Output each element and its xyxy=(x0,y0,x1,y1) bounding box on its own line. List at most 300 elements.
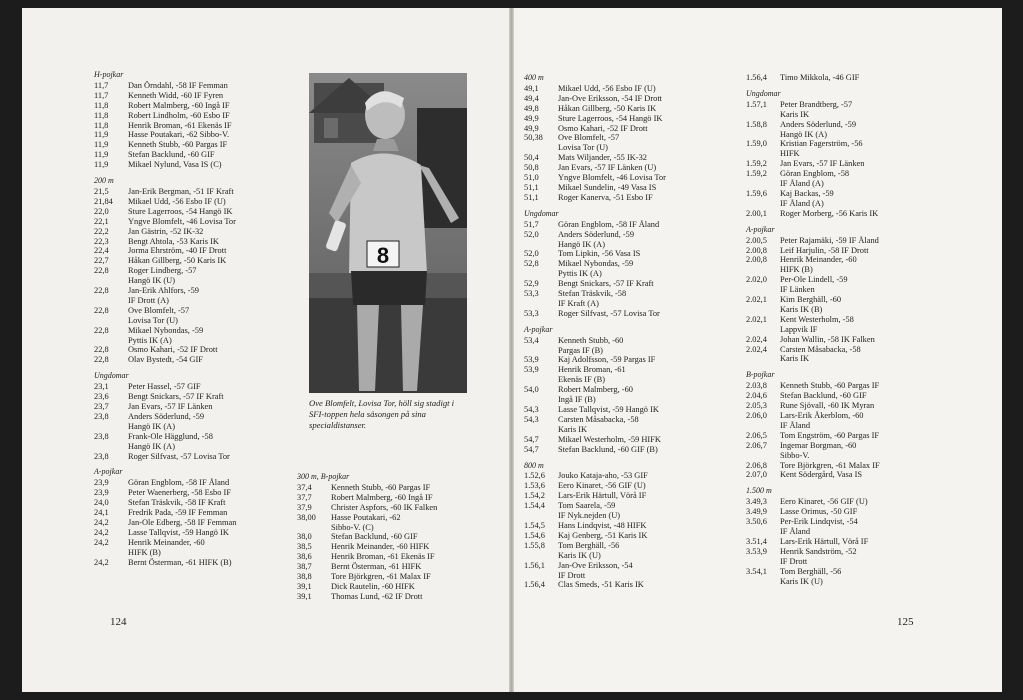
result-time: 22,3 xyxy=(94,236,109,246)
result-row xyxy=(524,183,739,193)
result-row xyxy=(746,381,966,391)
result-time: 38,6 xyxy=(297,552,312,562)
result-row xyxy=(297,542,512,552)
result-row xyxy=(94,538,309,548)
result-time: 3.49,9 xyxy=(746,507,767,517)
result-time: 22,8 xyxy=(94,286,109,296)
result-row xyxy=(746,315,966,325)
result-time: 3.53,9 xyxy=(746,546,767,556)
result-time xyxy=(746,527,780,537)
result-time xyxy=(746,577,780,587)
result-time: 49,9 xyxy=(524,123,539,133)
athlete-entry: HIFK xyxy=(780,149,800,159)
result-time: 53,3 xyxy=(524,289,539,299)
result-time xyxy=(524,375,558,385)
result-time xyxy=(94,336,128,346)
result-row xyxy=(94,336,309,346)
result-time: 21,5 xyxy=(94,186,109,196)
result-row xyxy=(524,571,739,581)
result-time: 2.02,1 xyxy=(746,295,767,305)
result-row xyxy=(524,471,739,481)
athlete-entry: Ove Blomfelt, -57 xyxy=(128,305,190,315)
result-row xyxy=(746,179,966,189)
athlete-entry: Göran Engblom, -58 IF Åland xyxy=(128,478,230,488)
athlete-entry: Karis IK (U) xyxy=(558,550,601,560)
result-row xyxy=(746,139,966,149)
section-heading: Ungdomar xyxy=(524,208,559,218)
result-row xyxy=(94,382,309,392)
section-heading: A-pojkar xyxy=(94,467,123,477)
result-time: 52,9 xyxy=(524,279,539,289)
result-row xyxy=(524,521,739,531)
result-row xyxy=(94,355,309,365)
athlete-entry: Anders Söderlund, -59 xyxy=(558,229,635,239)
result-time xyxy=(746,354,780,364)
result-time: 11,8 xyxy=(94,100,109,110)
result-time xyxy=(524,299,558,309)
athlete-entry: IF Drott (A) xyxy=(128,295,169,305)
athlete-entry: Mikael Udd, -56 Esbo IF (U) xyxy=(558,83,656,93)
result-time: 23,8 xyxy=(94,411,109,421)
result-time: 2.00,8 xyxy=(746,245,767,255)
result-time xyxy=(524,425,558,435)
athlete-entry: Carsten Måsabacka, -58 xyxy=(558,414,639,424)
result-row xyxy=(746,547,966,557)
result-row xyxy=(94,296,309,306)
result-time: 2.02,4 xyxy=(746,334,767,344)
athlete-entry: IF Drott xyxy=(780,556,808,566)
result-row xyxy=(524,230,739,240)
result-row xyxy=(524,249,739,259)
athlete-entry: Ingemar Borgman, -60 xyxy=(780,440,857,450)
result-time: 2.04,6 xyxy=(746,391,767,401)
right-page xyxy=(512,8,1002,692)
result-time xyxy=(94,422,128,432)
athlete-entry: IF Åland xyxy=(780,526,811,536)
athlete-entry: Mikael Nybondas, -59 xyxy=(128,325,204,335)
result-time xyxy=(94,296,128,306)
result-time: 38,0 xyxy=(297,532,312,542)
result-row xyxy=(94,111,309,121)
left-results-column-2 xyxy=(297,472,512,602)
result-time: 22,7 xyxy=(94,256,109,266)
result-time xyxy=(746,421,780,431)
right-results-column-2 xyxy=(746,73,966,586)
athlete-entry: Roger Silfvast, -57 Lovisa Tor xyxy=(128,451,230,461)
result-row xyxy=(94,518,309,528)
result-row xyxy=(94,316,309,326)
result-row xyxy=(524,425,739,435)
result-time: 49,1 xyxy=(524,83,539,93)
result-row xyxy=(746,441,966,451)
result-row xyxy=(524,114,739,124)
result-time xyxy=(746,285,780,295)
athlete-entry: Roger Silfvast, -57 Lovisa Tor xyxy=(558,308,660,318)
result-row xyxy=(746,305,966,315)
result-row xyxy=(746,527,966,537)
athlete-entry: Eero Kinaret, -56 GIF (U) xyxy=(780,497,868,507)
athlete-entry: Lappvik IF xyxy=(780,324,818,334)
athlete-entry: Kenneth Stubb, -60 xyxy=(558,335,624,345)
result-time: 2.06,5 xyxy=(746,430,767,440)
result-time: 53,9 xyxy=(524,365,539,375)
result-time: 1.56,4 xyxy=(746,73,767,82)
result-time: 1.54,5 xyxy=(524,520,545,530)
result-time: 2.05,3 xyxy=(746,401,767,411)
result-row xyxy=(746,295,966,305)
athlete-entry: Kenneth Stubb, -60 Pargas IF xyxy=(128,140,228,150)
result-row xyxy=(524,415,739,425)
result-time: 1.55,8 xyxy=(524,540,545,550)
athlete-entry: Bengt Snickars, -57 IF Kraft xyxy=(128,392,224,402)
result-row xyxy=(94,498,309,508)
athlete-entry: Anders Söderlund, -59 xyxy=(780,119,857,129)
result-row xyxy=(746,199,966,209)
athlete-entry: Rune Sjövall, -60 IK Myran xyxy=(780,401,875,411)
result-row xyxy=(746,517,966,527)
result-row xyxy=(94,81,309,91)
athlete-entry: Jan-Ove Eriksson, -54 IF Drott xyxy=(558,93,662,103)
result-time xyxy=(524,240,558,250)
result-time: 53,9 xyxy=(524,355,539,365)
result-row xyxy=(297,483,512,493)
athlete-entry: Kenneth Stubb, -60 Pargas IF xyxy=(780,381,880,391)
result-time: 3.51,4 xyxy=(746,536,767,546)
result-row xyxy=(524,445,739,455)
athlete-entry: Hangö IK (A) xyxy=(558,239,605,249)
result-row xyxy=(746,335,966,345)
athlete-entry: Peter Waenerberg, -58 Esbo IF xyxy=(128,488,231,498)
result-time: 2.02,0 xyxy=(746,275,767,285)
athlete-entry: Carsten Måsabacka, -58 xyxy=(780,344,861,354)
result-row xyxy=(524,133,739,143)
athlete-entry: Mikael Sundelin, -49 Vasa IS xyxy=(558,182,657,192)
section-heading: 400 m xyxy=(524,73,544,82)
athlete-entry: Kenneth Widd, -60 IF Fyren xyxy=(128,90,224,100)
result-time: 37,7 xyxy=(297,492,312,502)
result-time: 23,8 xyxy=(94,451,109,461)
result-time: 54,3 xyxy=(524,405,539,414)
section-heading: 1.500 m xyxy=(746,486,772,496)
athlete-entry: Henrik Broman, -61 Ekenäs IF xyxy=(331,552,435,562)
athlete-entry: Mats Wiljander, -55 IK-32 xyxy=(558,153,647,163)
result-row xyxy=(524,481,739,491)
athlete-entry: Sture Lagerroos, -54 Hangö IK xyxy=(128,206,233,216)
athlete-entry: Kent Westerholm, -58 xyxy=(780,314,854,324)
result-row xyxy=(746,345,966,355)
athlete-entry: Eero Kinaret, -56 GIF (U) xyxy=(558,481,646,491)
result-time: 1.56,4 xyxy=(524,580,545,590)
athlete-entry: Henrik Broman, -61 xyxy=(558,365,626,375)
result-row xyxy=(94,256,309,266)
athlete-entry: Hans Lindqvist, -48 HIFK xyxy=(558,520,647,530)
section-heading: H-pojkar xyxy=(94,70,124,79)
athlete-entry: Mikael Westerholm, -59 HIFK xyxy=(558,434,661,444)
athlete-entry: Hangö IK (U) xyxy=(128,276,175,286)
result-time: 11,9 xyxy=(94,160,109,170)
result-row xyxy=(524,104,739,114)
athlete-entry: Roger Morberg, -56 Karis IK xyxy=(780,208,879,218)
result-time xyxy=(746,325,780,335)
result-row xyxy=(524,405,739,415)
result-row xyxy=(94,392,309,402)
athlete-entry: Tom Berghäll, -56 xyxy=(558,540,620,550)
result-row xyxy=(524,94,739,104)
result-row xyxy=(524,336,739,346)
result-row xyxy=(524,385,739,395)
result-row xyxy=(94,345,309,355)
section-heading: 200 m xyxy=(94,176,114,186)
result-row xyxy=(297,592,512,602)
result-row xyxy=(746,577,966,587)
result-row xyxy=(94,227,309,237)
result-time: 11,9 xyxy=(94,130,109,140)
athlete-entry: Per-Erik Lindqvist, -54 xyxy=(780,517,858,527)
athlete-entry: Kaj Genberg, -51 Karis IK xyxy=(558,530,648,540)
result-time xyxy=(524,551,558,561)
result-row xyxy=(524,551,739,561)
result-time: 1.52,6 xyxy=(524,471,545,481)
result-time xyxy=(297,523,331,533)
athlete-entry: Olav Bystedt, -54 GIF xyxy=(128,355,203,365)
athlete-entry: Jan Gästrin, -52 IK-32 xyxy=(128,226,204,236)
result-time: 53,3 xyxy=(524,308,539,318)
result-time xyxy=(746,305,780,315)
result-time xyxy=(94,548,128,558)
athlete-entry: Karis IK xyxy=(780,109,810,119)
result-time: 1.54,4 xyxy=(524,501,545,511)
result-time: 1.54,6 xyxy=(524,530,545,540)
result-row xyxy=(746,537,966,547)
result-time xyxy=(94,276,128,286)
athlete-entry: Robert Malmberg, -60 Ingå IF xyxy=(331,492,433,502)
result-time xyxy=(94,316,128,326)
result-row xyxy=(746,236,966,246)
athlete-entry: Christer Aspfors, -60 IK Falken xyxy=(331,502,438,512)
athlete-entry: Anders Söderlund, -59 xyxy=(128,411,205,421)
athlete-entry: Jan-Ove Eriksson, -54 xyxy=(558,560,633,570)
result-time: 3.49,3 xyxy=(746,497,767,507)
right-results-column xyxy=(524,73,739,590)
result-time: 38,7 xyxy=(297,562,312,572)
result-time: 3.54,1 xyxy=(746,566,767,576)
result-row xyxy=(746,507,966,517)
result-row xyxy=(746,567,966,577)
result-time xyxy=(524,511,558,521)
athlete-entry: Jan-Erik Ahlfors, -59 xyxy=(128,286,199,296)
athlete-entry: Osmo Kahari, -52 IF Drott xyxy=(128,345,218,355)
result-row xyxy=(524,289,739,299)
result-row xyxy=(94,402,309,412)
result-row xyxy=(524,531,739,541)
result-time: 24,0 xyxy=(94,498,109,508)
result-time xyxy=(524,143,558,153)
athlete-entry: Sibbo-V. xyxy=(780,450,810,460)
athlete-entry: Lars-Erik Härtull, Vörå IF xyxy=(780,536,869,546)
result-row xyxy=(746,120,966,130)
athlete-entry: Jan Evars, -57 IF Länken xyxy=(128,402,213,411)
result-row xyxy=(94,528,309,538)
result-row xyxy=(524,153,739,163)
result-time: 37,4 xyxy=(297,482,312,492)
result-time: 1.54,2 xyxy=(524,491,545,501)
result-time: 38,5 xyxy=(297,542,312,552)
athlete-entry: Roger Lindberg, -57 xyxy=(128,266,197,276)
runner-photo xyxy=(309,73,467,393)
result-row xyxy=(746,421,966,431)
result-time xyxy=(746,130,780,140)
result-time: 11,8 xyxy=(94,120,109,130)
result-time: 2.00,5 xyxy=(746,235,767,245)
result-row xyxy=(746,354,966,364)
athlete-entry: Fredrik Pada, -59 IF Femman xyxy=(128,508,228,518)
athlete-entry: Tom Engström, -60 Pargas IF xyxy=(780,430,880,440)
athlete-entry: Mikael Nybondas, -59 xyxy=(558,259,634,269)
athlete-entry: Stefan Backlund, -60 GIF xyxy=(128,150,215,160)
result-time: 22,0 xyxy=(94,206,109,216)
athlete-entry: Robert Lindholm, -60 Esbo IF xyxy=(128,110,230,120)
result-time: 52,0 xyxy=(524,229,539,239)
athlete-entry: Hangö IK (A) xyxy=(128,421,175,431)
result-time: 24,2 xyxy=(94,557,109,567)
athlete-entry: IF Åland xyxy=(780,420,811,430)
athlete-entry: Timo Mikkola, -46 GIF xyxy=(780,73,860,82)
result-row xyxy=(524,346,739,356)
athlete-entry: Lars-Erik Åkerblom, -60 xyxy=(780,411,864,420)
athlete-entry: Bengt Ahtola, -53 Karis IK xyxy=(128,236,219,246)
athlete-entry: Lasse Tallqvist, -59 Hangö IK xyxy=(128,527,229,537)
athlete-entry: Jan Evars, -57 IF Länken (U) xyxy=(558,163,657,173)
result-row xyxy=(746,255,966,265)
athlete-entry: Peter Rajamäki, -59 IF Åland xyxy=(780,235,879,245)
result-row xyxy=(94,130,309,140)
result-time xyxy=(524,571,558,581)
result-row xyxy=(524,269,739,279)
athlete-entry: Dick Rautelin, -60 HIFK xyxy=(331,581,415,591)
athlete-entry: Ekenäs IF (B) xyxy=(558,375,605,385)
athlete-entry: Hasse Poutakari, -62 xyxy=(331,512,401,522)
result-row xyxy=(746,451,966,461)
result-time: 37,9 xyxy=(297,502,312,512)
result-time: 22,8 xyxy=(94,345,109,355)
result-time: 1.56,1 xyxy=(524,560,545,570)
result-time: 39,1 xyxy=(297,581,312,591)
athlete-entry: Bengt Snickars, -57 IF Kraft xyxy=(558,279,654,289)
result-time: 53,4 xyxy=(524,335,539,345)
result-time: 50,8 xyxy=(524,163,539,173)
result-row xyxy=(746,169,966,179)
section-heading: A-pojkar xyxy=(746,224,775,234)
result-row xyxy=(94,187,309,197)
athlete-entry: Karis IK xyxy=(558,424,588,434)
result-row xyxy=(746,189,966,199)
result-time: 11,7 xyxy=(94,90,109,100)
athlete-entry: Lovisa Tor (U) xyxy=(128,315,178,325)
result-time: 1.59,2 xyxy=(746,169,767,179)
athlete-entry: Göran Engblom, -58 xyxy=(780,169,850,179)
athlete-entry: Tom Lipkin, -56 Vasa IS xyxy=(558,249,641,259)
athlete-entry: Osmo Kahari, -52 IF Drott xyxy=(558,123,648,133)
result-row xyxy=(524,124,739,134)
athlete-entry: Göran Engblom, -58 IF Åland xyxy=(558,219,660,229)
result-row xyxy=(746,265,966,275)
result-row xyxy=(297,523,512,533)
result-row xyxy=(94,442,309,452)
result-row xyxy=(524,84,739,94)
result-row xyxy=(746,325,966,335)
result-row xyxy=(94,101,309,111)
result-row xyxy=(94,422,309,432)
athlete-entry: Hangö IK (A) xyxy=(780,129,827,139)
result-time: 50,38 xyxy=(524,133,543,143)
result-time: 22,4 xyxy=(94,246,109,256)
result-row xyxy=(524,511,739,521)
result-row xyxy=(746,159,966,169)
athlete-entry: Pargas IF (B) xyxy=(558,345,603,355)
athlete-entry: Peter Hassel, -57 GIF xyxy=(128,382,201,392)
athlete-entry: Johan Wallin, -58 IK Falken xyxy=(780,334,875,344)
athlete-entry: Mikael Udd, -56 Esbo IF (U) xyxy=(128,196,226,206)
athlete-entry: Sture Lagerroos, -54 Hangö IK xyxy=(558,113,663,123)
result-time xyxy=(746,557,780,567)
result-row xyxy=(524,491,739,501)
athlete-entry: Thomas Lund, -62 IF Drott xyxy=(331,591,423,601)
result-time: 24,2 xyxy=(94,537,109,547)
result-time: 38,00 xyxy=(297,512,316,522)
result-time: 23,6 xyxy=(94,392,109,402)
left-results-column xyxy=(94,70,309,568)
result-row xyxy=(94,548,309,558)
result-row xyxy=(746,73,966,83)
result-row xyxy=(94,558,309,568)
athlete-entry: Lasse Tallqvist, -59 Hangö IK xyxy=(558,405,659,414)
athlete-entry: Kenneth Stubb, -60 Pargas IF xyxy=(331,482,431,492)
result-row xyxy=(94,286,309,296)
result-row xyxy=(746,431,966,441)
athlete-entry: Lasse Orimus, -50 GIF xyxy=(780,507,858,517)
result-row xyxy=(746,130,966,140)
result-row xyxy=(746,401,966,411)
athlete-entry: Lars-Erik Härtull, Vörå IF xyxy=(558,491,647,501)
result-row xyxy=(524,309,739,319)
result-time: 52,0 xyxy=(524,249,539,259)
athlete-entry: Karis IK xyxy=(780,354,810,364)
result-row xyxy=(94,121,309,131)
athlete-entry: Clas Smeds, -51 Karis IK xyxy=(558,580,644,590)
result-row xyxy=(746,246,966,256)
result-row xyxy=(524,501,739,511)
athlete-entry: Sibbo-V. (C) xyxy=(331,522,374,532)
result-time: 24,2 xyxy=(94,527,109,537)
section-heading: 300 m, B-pojkar xyxy=(297,472,350,481)
athlete-entry: Stefan Backlund, -60 GIF xyxy=(331,532,418,542)
result-row xyxy=(524,580,739,590)
book-spine xyxy=(509,8,514,692)
result-row xyxy=(94,306,309,316)
result-row xyxy=(524,259,739,269)
photo-caption: Ove Blomfelt, Lovisa Tor, höll sig stadigt i SFI-toppen hela säsongen på sina specialdistanser. xyxy=(309,398,455,430)
athlete-entry: HIFK (B) xyxy=(128,547,161,557)
athlete-entry: Henrik Meinander, -60 xyxy=(780,255,857,265)
athlete-entry: Kaj Backas, -59 xyxy=(780,188,834,198)
result-row xyxy=(297,552,512,562)
athlete-entry: Robert Malmberg, -60 xyxy=(558,385,633,395)
result-time: 24,2 xyxy=(94,517,109,527)
result-time: 49,9 xyxy=(524,113,539,123)
result-row xyxy=(524,220,739,230)
result-row xyxy=(94,207,309,217)
athlete-entry: Pyttis IK (A) xyxy=(128,335,172,345)
